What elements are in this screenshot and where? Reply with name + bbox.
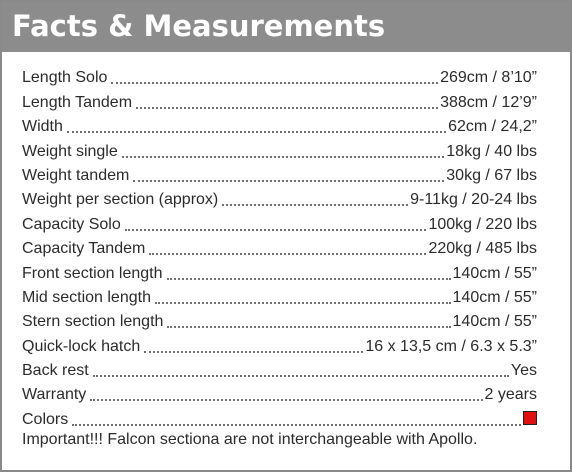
spec-label: Quick-lock hatch — [22, 337, 141, 355]
spec-label: Length Solo — [22, 69, 108, 87]
spec-row — [22, 258, 537, 282]
dotted-leader — [144, 351, 363, 353]
dotted-leader — [67, 131, 446, 133]
spec-list — [22, 63, 537, 429]
spec-row — [22, 380, 537, 404]
spec-value: 18kg / 40 lbs — [446, 142, 537, 160]
dotted-leader — [125, 229, 427, 231]
dotted-leader — [155, 302, 451, 304]
important-note: Important!!! Falcon sectiona are not interchangeable with Apollo. — [22, 431, 478, 448]
dotted-leader — [122, 156, 445, 158]
spec-row — [22, 161, 537, 185]
spec-label: Stern section length — [22, 313, 164, 331]
header-bar — [2, 2, 570, 52]
spec-value: 140cm / 55” — [452, 264, 537, 282]
dotted-leader — [136, 107, 438, 109]
spec-label: Capacity Tandem — [22, 240, 146, 258]
spec-value: Yes — [510, 362, 537, 380]
spec-row — [22, 209, 537, 233]
spec-value: 100kg / 220 lbs — [428, 215, 537, 233]
spec-row — [22, 112, 537, 136]
dotted-leader — [167, 278, 451, 280]
spec-label: Back rest — [22, 362, 89, 380]
spec-label: Mid section length — [22, 288, 151, 306]
spec-row — [22, 63, 537, 87]
dotted-leader — [222, 204, 408, 206]
spec-value: 9-11kg / 20-24 lbs — [410, 191, 537, 209]
dotted-leader — [149, 253, 426, 255]
spec-label: Weight single — [22, 142, 118, 160]
spec-value: 140cm / 55” — [452, 313, 537, 331]
spec-row — [22, 331, 537, 355]
dotted-leader — [167, 326, 450, 328]
spec-row — [22, 404, 537, 428]
spec-label: Weight per section (approx) — [22, 191, 219, 209]
spec-value: 388cm / 12’9” — [440, 93, 537, 111]
spec-value: 62cm / 24,2” — [448, 118, 537, 136]
spec-label: Warranty — [22, 386, 87, 404]
spec-row — [22, 356, 537, 380]
dotted-leader — [90, 399, 482, 401]
spec-row — [22, 307, 537, 331]
spec-row — [22, 87, 537, 111]
dotted-leader — [133, 180, 444, 182]
dotted-leader — [111, 82, 438, 84]
dotted-leader — [93, 375, 509, 377]
section-title: Facts & Measurements — [12, 9, 386, 43]
spec-row — [22, 234, 537, 258]
spec-label: Capacity Solo — [22, 215, 121, 233]
spec-row — [22, 185, 537, 209]
spec-label: Weight tandem — [22, 166, 130, 184]
spec-value: 2 years — [484, 386, 537, 404]
spec-value: 30kg / 67 lbs — [446, 166, 537, 184]
dotted-leader — [72, 424, 521, 426]
spec-value: 220kg / 485 lbs — [428, 240, 537, 258]
spec-row — [22, 136, 537, 160]
spec-label: Width — [22, 118, 63, 136]
spec-value: 16 x 13,5 cm / 6.3 x 5.3” — [365, 337, 537, 355]
spec-row — [22, 283, 537, 307]
spec-label: Length Tandem — [22, 93, 133, 111]
spec-value: 269cm / 8’10” — [440, 69, 537, 87]
spec-value: 140cm / 55” — [452, 288, 537, 306]
color-swatch-red — [523, 411, 537, 425]
spec-label: Colors — [22, 410, 69, 428]
spec-label: Front section length — [22, 264, 163, 282]
